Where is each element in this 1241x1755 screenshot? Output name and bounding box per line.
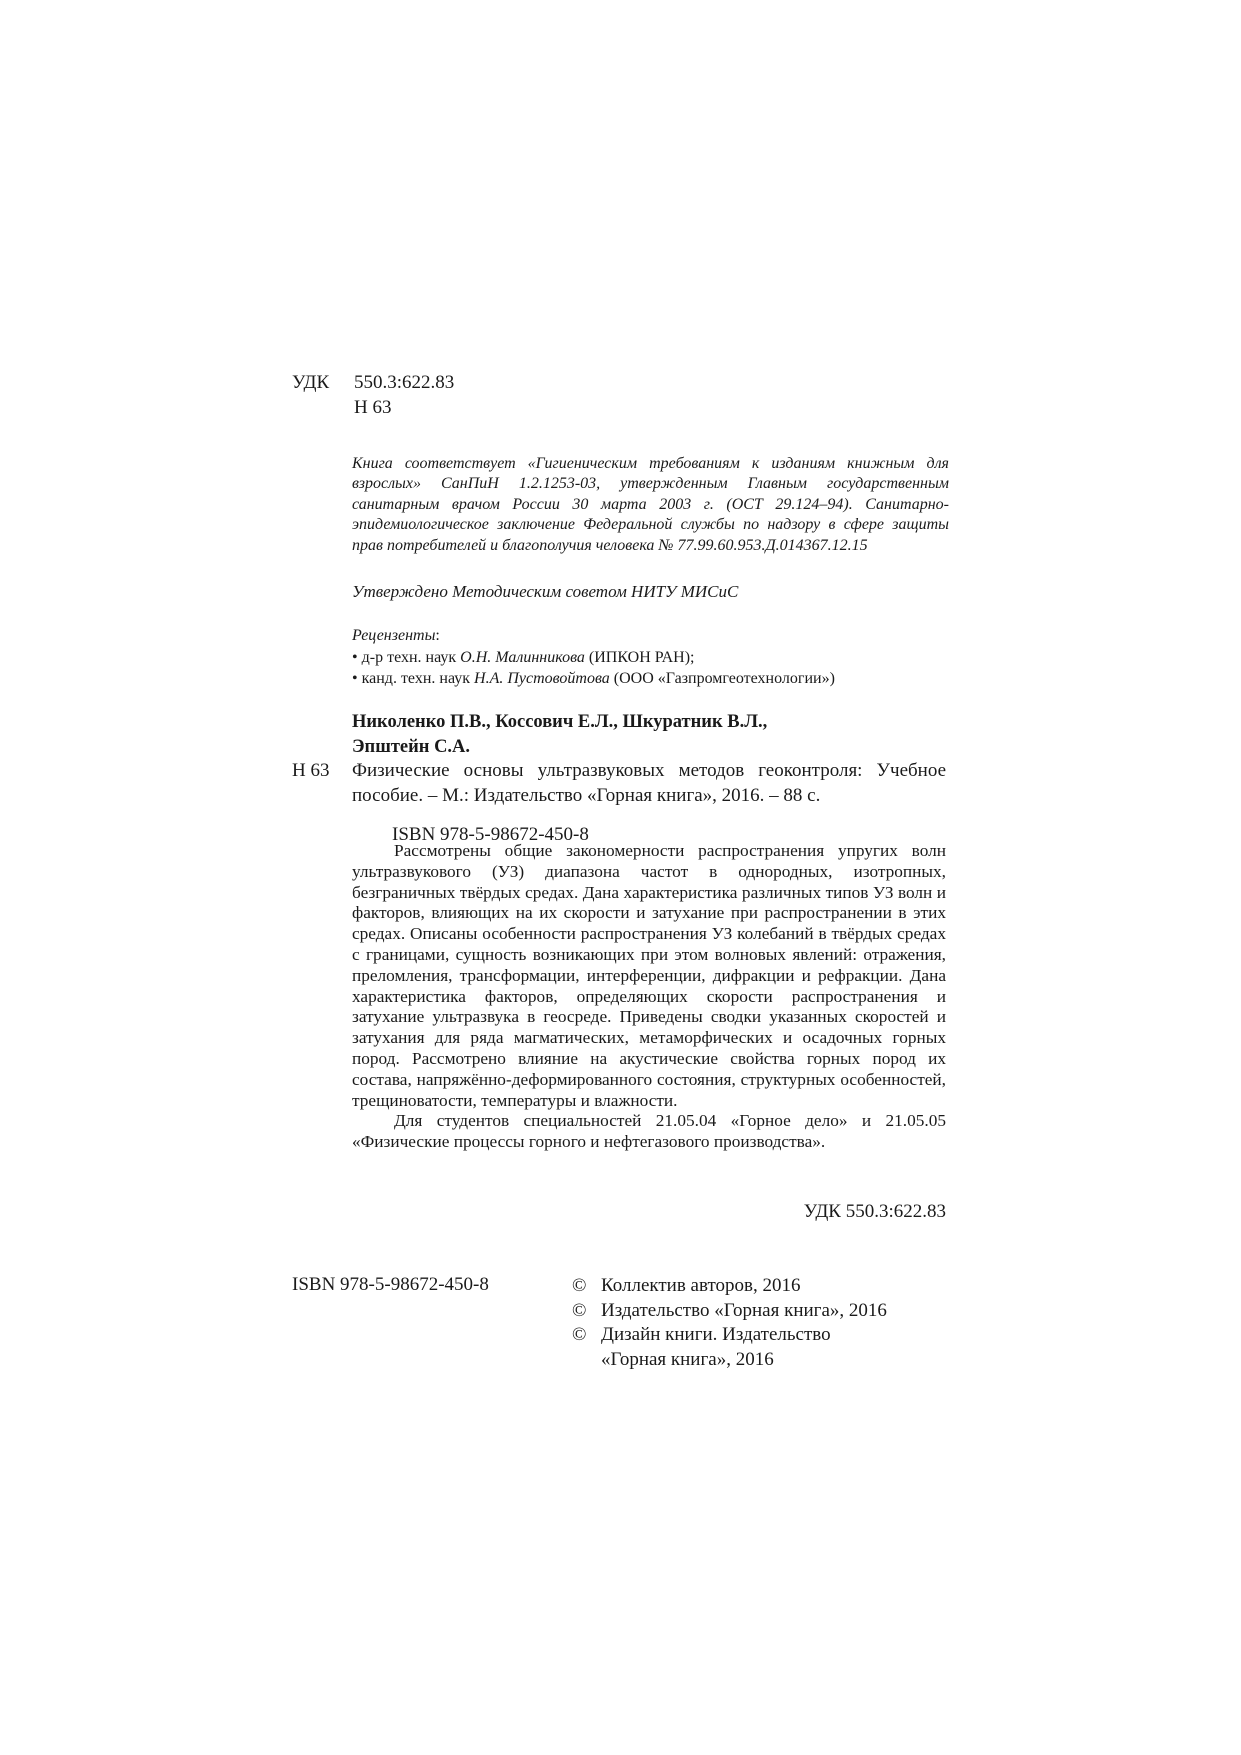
reviewers-heading — [352, 627, 440, 645]
authors-line-2: Эпштейн С.А. — [352, 737, 471, 757]
hygiene-notice: Книга соответствует «Гигиеническим требованиям к изданиям книжным для взрослых» СанПиН 1.2.1253-03, утвержденным Главным государственным санитарным врачом России 30 марта 2003 г. (ОСТ 29.124–94). Санитарно-эпидемиологическое заключение Федеральной службы по надзору в сфере защиты прав потребителей и благополучия человека № 77.99.60.953.Д.014367.12.15 — [352, 455, 949, 554]
abstract — [352, 841, 946, 1153]
abstract-paragraph: Рассмотрены общие закономерности распространения упругих волн ультразвукового (УЗ) диапазона частот в однородных, изотропных, безграничных твёрдых средах. Дана характеристика различных типов УЗ волн и факторов, влияющих на их скорости и затухание при распространении в этих средах. Описаны особенности распространения УЗ колебаний в твёрдых средах с границами, сущность возникающих при этом волновых явлений: отражения, преломления, трансформации, интерференции, дифракции и рефракции. Дана характеристика факторов, определяющих скорости распространения и затухание ультразвука в геосреде. Приведены сводки указанных скоростей и затухания для ряда магматических, метаморфических и осадочных горных пород. Рассмотрено влияние на акустические свойства горных пород их состава, напряжённо-деформированного состояния, структурных особенностей, трещиноватости, температуры и влажности. — [352, 841, 946, 1110]
bibliographic-record — [292, 758, 946, 847]
copyright-icon: © — [572, 1275, 587, 1296]
copyright-text: Коллектив авторов, 2016 — [601, 1275, 801, 1296]
authors-line-1: Николенко П.В., Коссович Е.Л., Шкуратник В.Л., — [352, 712, 768, 732]
reviewer-name: Н.А. Пустовойтова — [474, 670, 610, 687]
biblio-description: Физические основы ультразвуковых методов геоконтроля: Учебное пособие. – М.: Издательство «Горная книга», 2016. – 88 с. — [352, 760, 946, 806]
reviewer-org: (ООО «Газпромгеотехнологии») — [609, 670, 835, 687]
copyright-item — [572, 1299, 891, 1324]
authors — [352, 710, 767, 760]
copyright-icon: © — [572, 1299, 587, 1321]
udk-bottom: УДК 550.3:622.83 — [803, 1201, 946, 1222]
author-index: Н 63 — [354, 397, 392, 418]
copyright-text: Издательство «Горная книга», 2016 — [601, 1299, 887, 1321]
reviewer-degree: • д-р техн. наук — [352, 649, 461, 666]
udk-code: 550.3:622.83 — [354, 372, 455, 393]
reviewer-degree: • канд. техн. наук — [352, 670, 475, 687]
copyright-list — [572, 1274, 891, 1372]
copyright-item — [572, 1274, 891, 1299]
udk-label: УДК — [292, 372, 330, 393]
biblio-index: Н 63 — [292, 760, 330, 781]
biblio-isbn: ISBN 978-5-98672-450-8 — [392, 824, 589, 845]
reviewers-heading-colon: : — [435, 627, 440, 644]
reviewers-heading-text: Рецензенты — [352, 627, 436, 644]
audience-paragraph: Для студентов специальностей 21.05.04 «Горное дело» и 21.05.05 «Физические процессы горного и нефтегазового производства». — [352, 1111, 946, 1152]
isbn-bottom: ISBN 978-5-98672-450-8 — [292, 1274, 489, 1295]
reviewer-item — [352, 648, 694, 668]
reviewer-item — [352, 669, 835, 689]
copyright-icon: © — [572, 1324, 587, 1345]
approval-note: Утверждено Методическим советом НИТУ МИСиС — [352, 582, 739, 601]
copyright-item — [572, 1323, 891, 1372]
classification-block — [292, 370, 454, 420]
reviewer-org: (ИПКОН РАН); — [584, 649, 695, 666]
reviewer-name: О.Н. Малинникова — [460, 649, 585, 666]
copyright-text: Дизайн книги. Издательство «Горная книга», 2016 — [601, 1324, 831, 1370]
